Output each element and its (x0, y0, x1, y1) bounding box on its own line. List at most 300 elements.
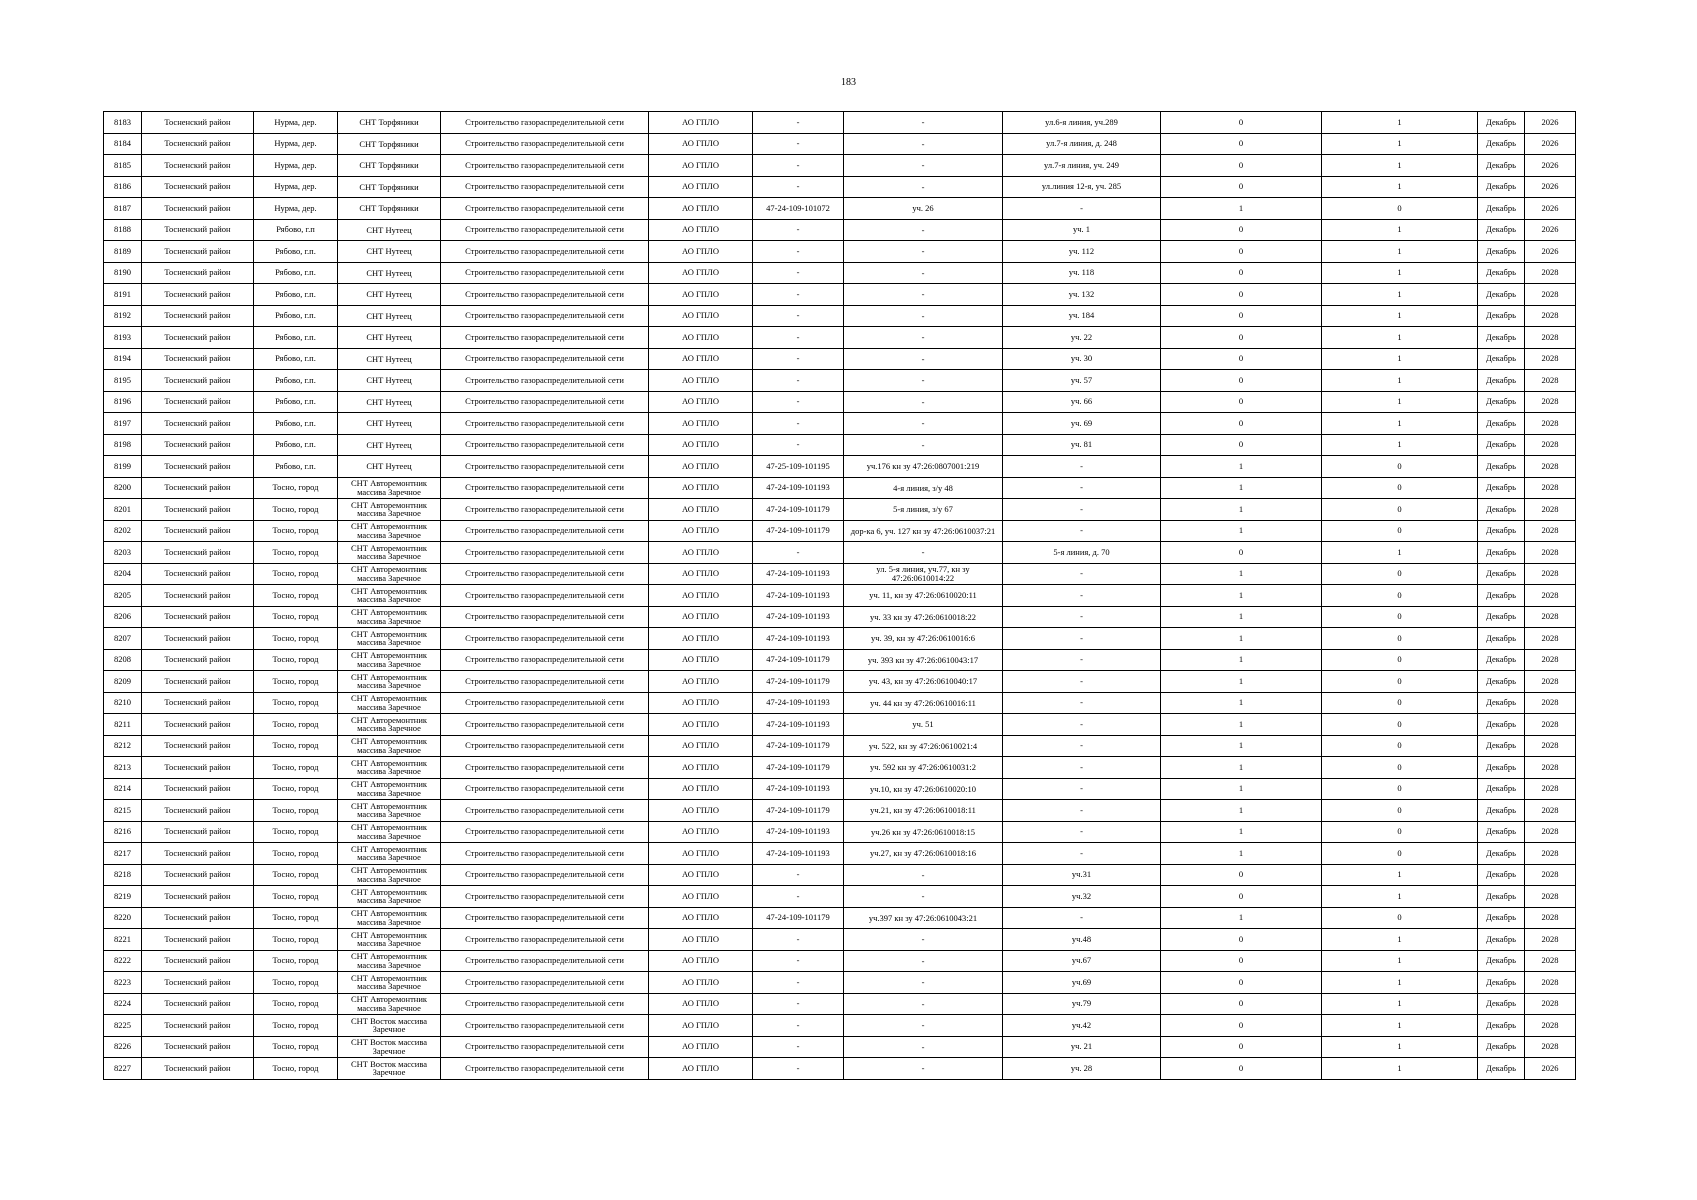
plot-address-cell: уч. 22 (1003, 327, 1161, 349)
plot-applied-cell: - (844, 413, 1003, 435)
application-number-cell: 47-24-109-101179 (753, 649, 844, 671)
work-type-cell: Строительство газораспределительной сети (441, 241, 649, 263)
plot-address-cell: - (1003, 477, 1161, 499)
settlement-cell: Нурма, дер. (254, 176, 338, 198)
count-applied-cell: 0 (1161, 327, 1322, 349)
year-cell: 2028 (1525, 907, 1576, 929)
count-applied-cell: 1 (1161, 499, 1322, 521)
plot-address-cell: ул.7-я линия, уч. 249 (1003, 155, 1161, 177)
snt-cell: СНТ Авторемонтник массива Заречное (338, 972, 441, 994)
plot-address-cell: - (1003, 628, 1161, 650)
application-number-cell: 47-24-109-101193 (753, 606, 844, 628)
settlement-cell: Нурма, дер. (254, 155, 338, 177)
month-cell: Декабрь (1478, 864, 1525, 886)
plot-applied-cell: уч. 39, кн зу 47:26:0610016:6 (844, 628, 1003, 650)
row-number-cell: 8227 (104, 1058, 142, 1080)
district-cell: Тосненский район (142, 606, 254, 628)
count-planned-cell: 1 (1322, 993, 1478, 1015)
year-cell: 2028 (1525, 327, 1576, 349)
year-cell: 2028 (1525, 993, 1576, 1015)
count-planned-cell: 1 (1322, 176, 1478, 198)
row-number-cell: 8207 (104, 628, 142, 650)
year-cell: 2028 (1525, 1036, 1576, 1058)
row-number-cell: 8222 (104, 950, 142, 972)
application-number-cell: 47-24-109-101179 (753, 757, 844, 779)
count-planned-cell: 1 (1322, 542, 1478, 564)
table-row (104, 327, 1576, 349)
district-cell: Тосненский район (142, 778, 254, 800)
organization-cell: АО ГПЛО (649, 606, 753, 628)
snt-cell: СНТ Нутеец (338, 456, 441, 478)
district-cell: Тосненский район (142, 520, 254, 542)
district-cell: Тосненский район (142, 843, 254, 865)
count-applied-cell: 0 (1161, 1058, 1322, 1080)
organization-cell: АО ГПЛО (649, 520, 753, 542)
snt-cell: СНТ Авторемонтник массива Заречное (338, 929, 441, 951)
row-number-cell: 8198 (104, 434, 142, 456)
plot-applied-cell: - (844, 950, 1003, 972)
row-number-cell: 8210 (104, 692, 142, 714)
settlement-cell: Тосно, город (254, 929, 338, 951)
district-cell: Тосненский район (142, 176, 254, 198)
row-number-cell: 8220 (104, 907, 142, 929)
count-planned-cell: 1 (1322, 950, 1478, 972)
application-number-cell: - (753, 542, 844, 564)
table-row (104, 757, 1576, 779)
month-cell: Декабрь (1478, 456, 1525, 478)
month-cell: Декабрь (1478, 843, 1525, 865)
work-type-cell: Строительство газораспределительной сети (441, 456, 649, 478)
application-number-cell: 47-24-109-101193 (753, 843, 844, 865)
table-row (104, 907, 1576, 929)
work-type-cell: Строительство газораспределительной сети (441, 757, 649, 779)
settlement-cell: Тосно, город (254, 499, 338, 521)
plot-applied-cell: 4-я линия, з/у 48 (844, 477, 1003, 499)
settlement-cell: Тосно, город (254, 907, 338, 929)
district-cell: Тосненский район (142, 821, 254, 843)
application-number-cell: 47-24-109-101193 (753, 821, 844, 843)
district-cell: Тосненский район (142, 155, 254, 177)
table-row (104, 155, 1576, 177)
plot-address-cell: уч. 21 (1003, 1036, 1161, 1058)
work-type-cell: Строительство газораспределительной сети (441, 843, 649, 865)
work-type-cell: Строительство газораспределительной сети (441, 176, 649, 198)
application-number-cell: - (753, 929, 844, 951)
settlement-cell: Тосно, город (254, 606, 338, 628)
application-number-cell: 47-24-109-101179 (753, 499, 844, 521)
settlement-cell: Тосно, город (254, 886, 338, 908)
organization-cell: АО ГПЛО (649, 671, 753, 693)
year-cell: 2028 (1525, 886, 1576, 908)
table-row (104, 456, 1576, 478)
table-row (104, 735, 1576, 757)
row-number-cell: 8190 (104, 262, 142, 284)
district-cell: Тосненский район (142, 219, 254, 241)
snt-cell: СНТ Восток массива Заречное (338, 1015, 441, 1037)
snt-cell: СНТ Авторемонтник массива Заречное (338, 907, 441, 929)
plot-applied-cell: уч. 26 (844, 198, 1003, 220)
application-number-cell: - (753, 133, 844, 155)
plot-address-cell: ул.7-я линия, д. 248 (1003, 133, 1161, 155)
year-cell: 2028 (1525, 671, 1576, 693)
application-number-cell: 47-24-109-101193 (753, 714, 844, 736)
count-planned-cell: 1 (1322, 305, 1478, 327)
count-applied-cell: 1 (1161, 714, 1322, 736)
plot-address-cell: уч.69 (1003, 972, 1161, 994)
count-planned-cell: 0 (1322, 671, 1478, 693)
snt-cell: СНТ Авторемонтник массива Заречное (338, 692, 441, 714)
organization-cell: АО ГПЛО (649, 456, 753, 478)
application-number-cell: 47-24-109-101179 (753, 671, 844, 693)
plot-address-cell: уч. 118 (1003, 262, 1161, 284)
row-number-cell: 8212 (104, 735, 142, 757)
snt-cell: СНТ Авторемонтник массива Заречное (338, 950, 441, 972)
plot-applied-cell: - (844, 864, 1003, 886)
row-number-cell: 8226 (104, 1036, 142, 1058)
settlement-cell: Тосно, город (254, 714, 338, 736)
work-type-cell: Строительство газораспределительной сети (441, 714, 649, 736)
plot-address-cell: - (1003, 821, 1161, 843)
plot-applied-cell: - (844, 886, 1003, 908)
organization-cell: АО ГПЛО (649, 1058, 753, 1080)
work-type-cell: Строительство газораспределительной сети (441, 821, 649, 843)
count-planned-cell: 0 (1322, 907, 1478, 929)
application-number-cell: - (753, 112, 844, 134)
organization-cell: АО ГПЛО (649, 370, 753, 392)
snt-cell: СНТ Авторемонтник массива Заречное (338, 542, 441, 564)
district-cell: Тосненский район (142, 305, 254, 327)
row-number-cell: 8194 (104, 348, 142, 370)
application-number-cell: - (753, 176, 844, 198)
work-type-cell: Строительство газораспределительной сети (441, 112, 649, 134)
count-planned-cell: 1 (1322, 284, 1478, 306)
table-row (104, 886, 1576, 908)
district-cell: Тосненский район (142, 1015, 254, 1037)
plot-address-cell: - (1003, 692, 1161, 714)
work-type-cell: Строительство газораспределительной сети (441, 219, 649, 241)
district-cell: Тосненский район (142, 133, 254, 155)
plot-address-cell: - (1003, 671, 1161, 693)
plot-applied-cell: - (844, 327, 1003, 349)
page-number: 183 (841, 77, 856, 88)
district-cell: Тосненский район (142, 972, 254, 994)
application-number-cell: - (753, 327, 844, 349)
count-applied-cell: 0 (1161, 993, 1322, 1015)
organization-cell: АО ГПЛО (649, 219, 753, 241)
count-applied-cell: 1 (1161, 628, 1322, 650)
work-type-cell: Строительство газораспределительной сети (441, 864, 649, 886)
district-cell: Тосненский район (142, 391, 254, 413)
application-number-cell: 47-24-109-101193 (753, 563, 844, 585)
work-type-cell: Строительство газораспределительной сети (441, 692, 649, 714)
row-number-cell: 8195 (104, 370, 142, 392)
count-applied-cell: 0 (1161, 1015, 1322, 1037)
application-number-cell: - (753, 241, 844, 263)
work-type-cell: Строительство газораспределительной сети (441, 778, 649, 800)
work-type-cell: Строительство газораспределительной сети (441, 993, 649, 1015)
year-cell: 2028 (1525, 520, 1576, 542)
snt-cell: СНТ Авторемонтник массива Заречное (338, 821, 441, 843)
settlement-cell: Нурма, дер. (254, 198, 338, 220)
settlement-cell: Рябово, г.п. (254, 391, 338, 413)
row-number-cell: 8202 (104, 520, 142, 542)
settlement-cell: Тосно, город (254, 950, 338, 972)
plot-applied-cell: - (844, 155, 1003, 177)
plot-applied-cell: - (844, 176, 1003, 198)
settlement-cell: Рябово, г.п. (254, 284, 338, 306)
district-cell: Тосненский район (142, 950, 254, 972)
count-applied-cell: 0 (1161, 950, 1322, 972)
count-applied-cell: 0 (1161, 929, 1322, 951)
organization-cell: АО ГПЛО (649, 993, 753, 1015)
month-cell: Декабрь (1478, 1015, 1525, 1037)
count-applied-cell: 1 (1161, 649, 1322, 671)
application-number-cell: - (753, 284, 844, 306)
year-cell: 2028 (1525, 864, 1576, 886)
district-cell: Тосненский район (142, 649, 254, 671)
plot-address-cell: - (1003, 800, 1161, 822)
count-planned-cell: 0 (1322, 499, 1478, 521)
plot-applied-cell: уч. 33 кн зу 47:26:0610018:22 (844, 606, 1003, 628)
settlement-cell: Тосно, город (254, 972, 338, 994)
month-cell: Декабрь (1478, 542, 1525, 564)
count-applied-cell: 1 (1161, 563, 1322, 585)
plot-address-cell: уч. 69 (1003, 413, 1161, 435)
settlement-cell: Тосно, город (254, 649, 338, 671)
year-cell: 2026 (1525, 241, 1576, 263)
year-cell: 2028 (1525, 649, 1576, 671)
organization-cell: АО ГПЛО (649, 907, 753, 929)
count-applied-cell: 1 (1161, 778, 1322, 800)
month-cell: Декабрь (1478, 305, 1525, 327)
table-row (104, 305, 1576, 327)
count-planned-cell: 0 (1322, 628, 1478, 650)
year-cell: 2028 (1525, 800, 1576, 822)
district-cell: Тосненский район (142, 370, 254, 392)
month-cell: Декабрь (1478, 327, 1525, 349)
snt-cell: СНТ Нутеец (338, 305, 441, 327)
plot-applied-cell: ул. 5-я линия, уч.77, кн зу 47:26:0610014:22 (844, 563, 1003, 585)
organization-cell: АО ГПЛО (649, 886, 753, 908)
count-planned-cell: 1 (1322, 1058, 1478, 1080)
month-cell: Декабрь (1478, 821, 1525, 843)
plot-applied-cell: уч.21, кн зу 47:26:0610018:11 (844, 800, 1003, 822)
row-number-cell: 8213 (104, 757, 142, 779)
plot-address-cell: ул.линия 12-я, уч. 285 (1003, 176, 1161, 198)
district-cell: Тосненский район (142, 757, 254, 779)
district-cell: Тосненский район (142, 477, 254, 499)
count-applied-cell: 1 (1161, 671, 1322, 693)
work-type-cell: Строительство газораспределительной сети (441, 606, 649, 628)
snt-cell: СНТ Авторемонтник массива Заречное (338, 993, 441, 1015)
plot-address-cell: - (1003, 606, 1161, 628)
count-planned-cell: 1 (1322, 262, 1478, 284)
work-type-cell: Строительство газораспределительной сети (441, 542, 649, 564)
settlement-cell: Тосно, город (254, 692, 338, 714)
month-cell: Декабрь (1478, 198, 1525, 220)
settlement-cell: Рябово, г.п. (254, 327, 338, 349)
row-number-cell: 8214 (104, 778, 142, 800)
organization-cell: АО ГПЛО (649, 649, 753, 671)
snt-cell: СНТ Авторемонтник массива Заречное (338, 585, 441, 607)
count-applied-cell: 0 (1161, 1036, 1322, 1058)
row-number-cell: 8183 (104, 112, 142, 134)
month-cell: Декабрь (1478, 477, 1525, 499)
plot-applied-cell: уч.27, кн зу 47:26:0610018:16 (844, 843, 1003, 865)
count-planned-cell: 0 (1322, 757, 1478, 779)
settlement-cell: Рябово, г.п (254, 219, 338, 241)
table-row (104, 692, 1576, 714)
plot-address-cell: - (1003, 843, 1161, 865)
settlement-cell: Рябово, г.п. (254, 305, 338, 327)
count-planned-cell: 1 (1322, 886, 1478, 908)
count-applied-cell: 0 (1161, 434, 1322, 456)
plot-address-cell: уч. 132 (1003, 284, 1161, 306)
work-type-cell: Строительство газораспределительной сети (441, 907, 649, 929)
year-cell: 2028 (1525, 843, 1576, 865)
organization-cell: АО ГПЛО (649, 305, 753, 327)
plot-address-cell: уч. 184 (1003, 305, 1161, 327)
count-planned-cell: 0 (1322, 692, 1478, 714)
objects-table (103, 111, 1576, 1080)
count-applied-cell: 1 (1161, 585, 1322, 607)
organization-cell: АО ГПЛО (649, 714, 753, 736)
plot-applied-cell: - (844, 284, 1003, 306)
district-cell: Тосненский район (142, 714, 254, 736)
plot-address-cell: уч.48 (1003, 929, 1161, 951)
district-cell: Тосненский район (142, 735, 254, 757)
organization-cell: АО ГПЛО (649, 628, 753, 650)
month-cell: Декабрь (1478, 778, 1525, 800)
year-cell: 2026 (1525, 198, 1576, 220)
organization-cell: АО ГПЛО (649, 778, 753, 800)
count-applied-cell: 1 (1161, 692, 1322, 714)
plot-address-cell: уч. 66 (1003, 391, 1161, 413)
count-applied-cell: 0 (1161, 262, 1322, 284)
month-cell: Декабрь (1478, 176, 1525, 198)
month-cell: Декабрь (1478, 628, 1525, 650)
table-row (104, 671, 1576, 693)
table-row (104, 649, 1576, 671)
count-planned-cell: 1 (1322, 929, 1478, 951)
year-cell: 2028 (1525, 348, 1576, 370)
work-type-cell: Строительство газораспределительной сети (441, 800, 649, 822)
count-applied-cell: 0 (1161, 176, 1322, 198)
count-planned-cell: 1 (1322, 133, 1478, 155)
settlement-cell: Тосно, город (254, 778, 338, 800)
plot-applied-cell: - (844, 972, 1003, 994)
year-cell: 2028 (1525, 542, 1576, 564)
year-cell: 2028 (1525, 391, 1576, 413)
organization-cell: АО ГПЛО (649, 348, 753, 370)
work-type-cell: Строительство газораспределительной сети (441, 284, 649, 306)
year-cell: 2026 (1525, 176, 1576, 198)
count-planned-cell: 1 (1322, 241, 1478, 263)
work-type-cell: Строительство газораспределительной сети (441, 198, 649, 220)
snt-cell: СНТ Авторемонтник массива Заречное (338, 477, 441, 499)
table-row (104, 370, 1576, 392)
year-cell: 2028 (1525, 778, 1576, 800)
row-number-cell: 8203 (104, 542, 142, 564)
year-cell: 2028 (1525, 499, 1576, 521)
organization-cell: АО ГПЛО (649, 692, 753, 714)
count-planned-cell: 0 (1322, 714, 1478, 736)
row-number-cell: 8208 (104, 649, 142, 671)
application-number-cell: - (753, 993, 844, 1015)
count-applied-cell: 1 (1161, 757, 1322, 779)
organization-cell: АО ГПЛО (649, 821, 753, 843)
month-cell: Декабрь (1478, 585, 1525, 607)
row-number-cell: 8201 (104, 499, 142, 521)
snt-cell: СНТ Нутеец (338, 413, 441, 435)
row-number-cell: 8216 (104, 821, 142, 843)
plot-applied-cell: - (844, 993, 1003, 1015)
count-applied-cell: 1 (1161, 198, 1322, 220)
table-body (104, 112, 1576, 1080)
count-planned-cell: 1 (1322, 327, 1478, 349)
work-type-cell: Строительство газораспределительной сети (441, 886, 649, 908)
count-planned-cell: 1 (1322, 864, 1478, 886)
snt-cell: СНТ Авторемонтник массива Заречное (338, 649, 441, 671)
application-number-cell: - (753, 155, 844, 177)
plot-applied-cell: уч. 51 (844, 714, 1003, 736)
organization-cell: АО ГПЛО (649, 585, 753, 607)
plot-address-cell: - (1003, 499, 1161, 521)
settlement-cell: Тосно, город (254, 757, 338, 779)
snt-cell: СНТ Нутеец (338, 348, 441, 370)
row-number-cell: 8199 (104, 456, 142, 478)
plot-applied-cell: - (844, 262, 1003, 284)
district-cell: Тосненский район (142, 563, 254, 585)
count-applied-cell: 0 (1161, 284, 1322, 306)
count-applied-cell: 1 (1161, 520, 1322, 542)
table-row (104, 606, 1576, 628)
application-number-cell: - (753, 1036, 844, 1058)
month-cell: Декабрь (1478, 1036, 1525, 1058)
plot-address-cell: уч. 112 (1003, 241, 1161, 263)
settlement-cell: Тосно, город (254, 563, 338, 585)
work-type-cell: Строительство газораспределительной сети (441, 671, 649, 693)
work-type-cell: Строительство газораспределительной сети (441, 305, 649, 327)
plot-address-cell: - (1003, 520, 1161, 542)
work-type-cell: Строительство газораспределительной сети (441, 1058, 649, 1080)
count-planned-cell: 1 (1322, 434, 1478, 456)
table-row (104, 778, 1576, 800)
application-number-cell: 47-24-109-101193 (753, 692, 844, 714)
snt-cell: СНТ Торфяники (338, 133, 441, 155)
month-cell: Декабрь (1478, 1058, 1525, 1080)
year-cell: 2028 (1525, 477, 1576, 499)
plot-address-cell: - (1003, 778, 1161, 800)
snt-cell: СНТ Восток массива Заречное (338, 1058, 441, 1080)
organization-cell: АО ГПЛО (649, 864, 753, 886)
plot-applied-cell: уч.26 кн зу 47:26:0610018:15 (844, 821, 1003, 843)
month-cell: Декабрь (1478, 757, 1525, 779)
plot-applied-cell: - (844, 219, 1003, 241)
row-number-cell: 8184 (104, 133, 142, 155)
table-row (104, 542, 1576, 564)
application-number-cell: - (753, 219, 844, 241)
settlement-cell: Рябово, г.п. (254, 348, 338, 370)
count-applied-cell: 0 (1161, 413, 1322, 435)
table-row (104, 1015, 1576, 1037)
application-number-cell: 47-25-109-101195 (753, 456, 844, 478)
table-row (104, 520, 1576, 542)
work-type-cell: Строительство газораспределительной сети (441, 477, 649, 499)
snt-cell: СНТ Торфяники (338, 155, 441, 177)
table-row (104, 1058, 1576, 1080)
count-applied-cell: 1 (1161, 843, 1322, 865)
